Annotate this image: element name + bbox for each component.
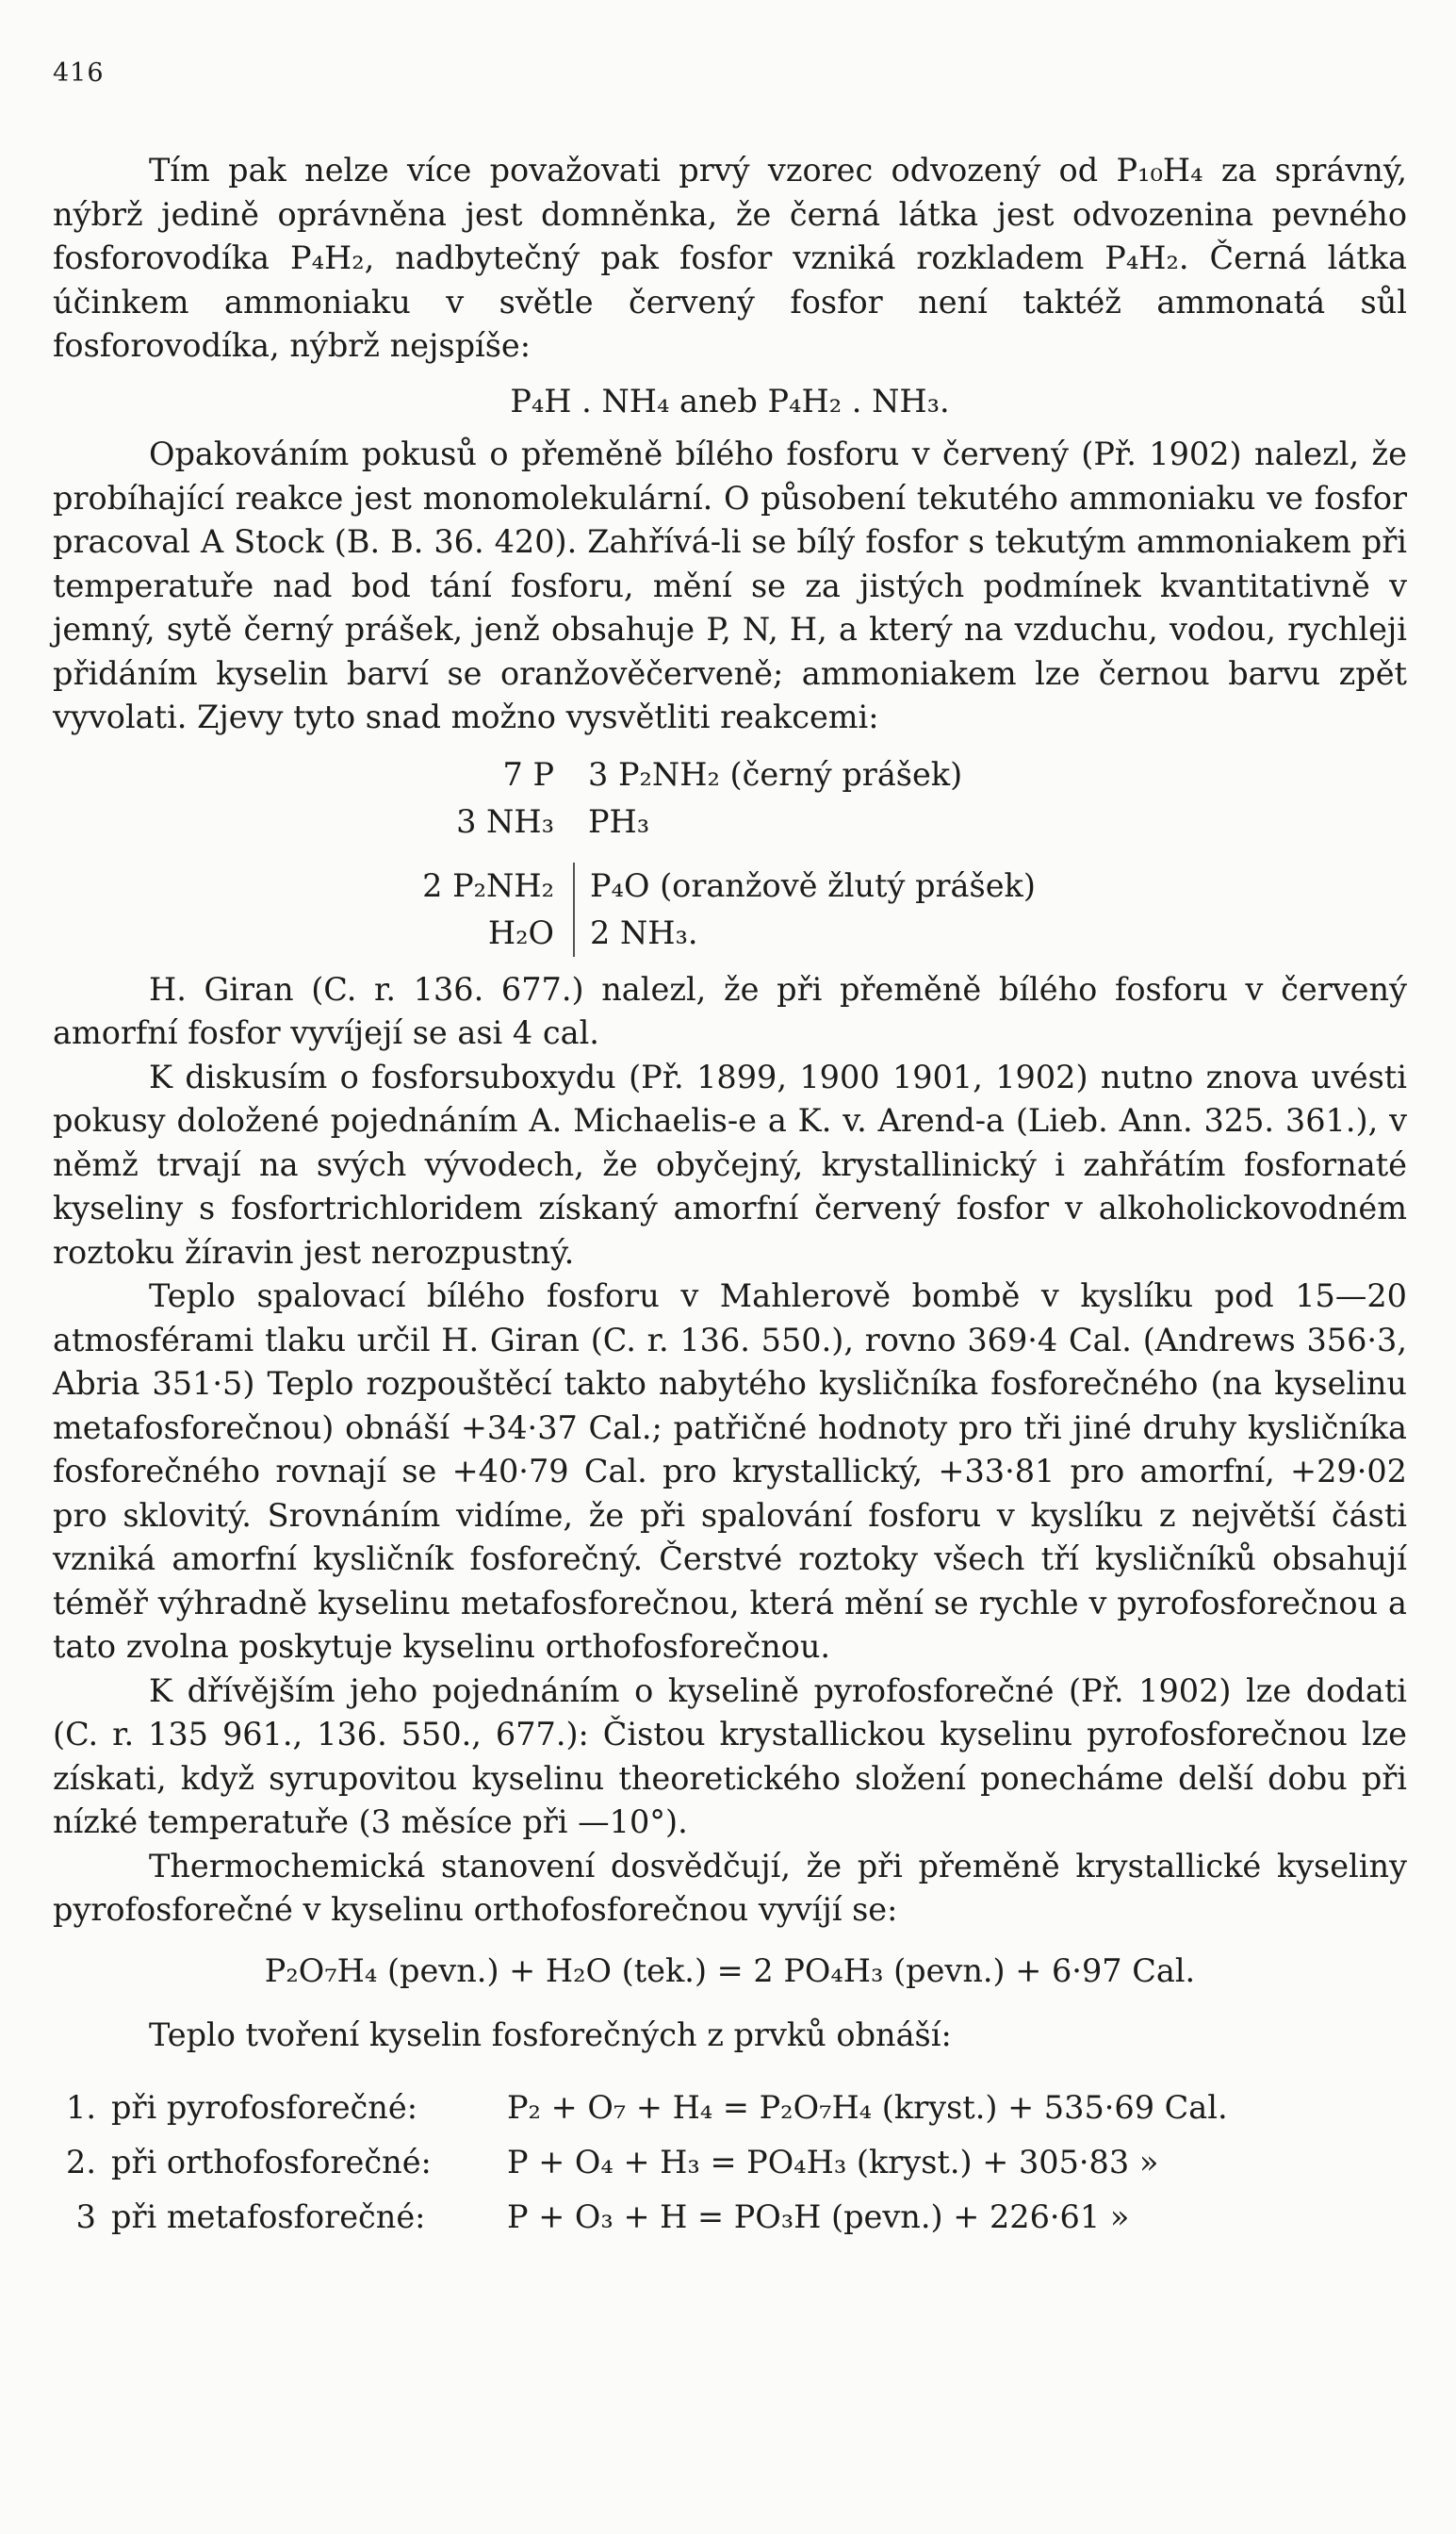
thermo-row [53,2081,1407,2135]
scheme-r2-right: PH₃ [588,802,650,840]
paragraph-8: Teplo tvoření kyselin fosforečných z prvků obnáší: [149,2016,952,2053]
thermo-equation: P + O₄ + H₃ = PO₄H₃ (kryst.) + 305·83 » [507,2143,1159,2180]
thermo-label: při pyrofosforečné: [111,2088,417,2126]
thermo-list [53,2081,1407,2245]
thermo-row [53,2190,1407,2245]
thermo-equation: P₂ + O₇ + H₄ = P₂O₇H₄ (kryst.) + 535·69 Cal. [507,2088,1228,2126]
thermo-num: 2. [66,2143,96,2180]
thermo-label: při orthofosforečné: [111,2143,432,2180]
thermo-equation: P + O₃ + H = PO₃H (pevn.) + 226·61 » [507,2197,1130,2235]
page-body [53,149,1407,2245]
formula-2: P₂O₇H₄ (pevn.) + H₂O (tek.) = 2 PO₄H₃ (pevn.) + 6·97 Cal. [264,1951,1196,1989]
formula-1: P₄H . NH₄ aneb P₄H₂ . NH₃. [510,382,950,420]
paragraph-4: K diskusím o fosforsuboxydu (Př. 1899, 1900 1901, 1902) nutno znova uvésti pokusy doložené pojednáním A. Michaelis-e a K. v. Arend-a (Lieb. Ann. 325. 361.), v němž trvají na svých vývodech, že obyčejný, krystallinický i zahřátím fosfornaté kyseliny s fosfortrichloridem získaný amorfní červený fosfor v alkoholickovodném roztoku žíravin jest nerozpustný. [53,1058,1407,1271]
thermo-row [53,2135,1407,2190]
scheme-r2-left: 3 NH₃ [456,802,554,840]
thermo-num: 1. [66,2088,96,2126]
scheme-r4-left: H₂O [487,913,554,951]
thermo-num: 3 [75,2197,96,2235]
paragraph-7: Thermochemická stanovení dosvědčují, že při přeměně krystallické kyseliny pyrofosforečné v kyselinu orthofosforečnou vyvíjí se: [53,1847,1407,1928]
paragraph-3: H. Giran (C. r. 136. 677.) nalezl, že při přeměně bílého fosforu v červený amorfní fosfor vyvíjejí se asi 4 cal. [53,970,1407,1051]
paragraph-1: Tím pak nelze více považovati prvý vzorec odvozený od P₁₀H₄ za správný, nýbrž jedině oprávněna jest domněnka, že černá látka jest odvozenina pevného fosforovodíka P₄H₂, nadbytečný pak fosfor vzniká rozkladem P₄H₂. Černá látka účinkem ammoniaku v světle červený fosfor není taktéž ammonatá sůl fosforovodíka, nýbrž nejspíše: [53,152,1407,364]
paragraph-2: Opakováním pokusů o přeměně bílého fosforu v červený (Př. 1902) nalezl, že probíhající reakce jest monomolekulární. O působení tekutého ammoniaku ve fosfor pracoval A Stock (B. B. 36. 420). Zahřívá-li se bílý fosfor s tekutým ammoniakem při temperatuře nad bod tání fosforu, mění se za jistých podmínek kvantitativně v jemný, sytě černý prášek, jenž obsahuje P, N, H, a který na vzduchu, vodou, rychleji přidáním kyselin barví se oranžověčerveně; ammoniakem lze černou barvu zpět vyvolati. Zjevy tyto snad možno vysvětliti reakcemi: [53,436,1407,735]
scheme-r1-left: 7 P [502,755,554,793]
scheme-r4-right: 2 NH₃. [573,910,698,957]
scheme-r1-right: 3 P₂NH₂ (černý prášek) [588,755,963,793]
paragraph-5: Teplo spalovací bílého fosforu v Mahlerově bombě v kyslíku pod 15—20 atmosférami tlaku určil H. Giran (C. r. 136. 550.), rovno 369·4 Cal. (Andrews 356·3, Abria 351·5) Teplo rozpouštěcí takto nabytého kysličníka fosforečného (na kyselinu metafosforečnou) obnáší +34·37 Cal.; patřičné hodnoty pro tři jiné druhy kysličníka fosforečného rovnají se +40·79 Cal. pro krystallický, +33·81 pro amorfní, +29·02 pro sklovitý. Srovnáním vidíme, že při spalování fosforu v kyslíku z největší části vzniká amorfní kysličník fosforečný. Čerstvé roztoky všech tří kysličníků obsahují téměř výhradně kyselinu metafosforečnou, která mění se rychle v pyrofosforečnou a tato zvolna poskytuje kyselinu orthofosforečnou. [53,1277,1407,1665]
scheme-r3-right: P₄O (oranžově žlutý prášek) [573,863,1036,910]
scheme-r3-left: 2 P₂NH₂ [422,866,554,904]
paragraph-6: K dřívějším jeho pojednáním o kyselině pyrofosforečné (Př. 1902) lze dodati (C. r. 135 961., 136. 550., 677.): Čistou krystallickou kyselinu pyrofosforečnou lze získati, když syrupovitou kyselinu theoretického složení ponecháme delší dobu při nízké temperatuře (3 měsíce při —10°). [53,1671,1407,1840]
page-number: 416 [53,58,105,88]
thermo-label: při metafosforečné: [111,2197,426,2235]
reaction-scheme [392,751,1407,957]
